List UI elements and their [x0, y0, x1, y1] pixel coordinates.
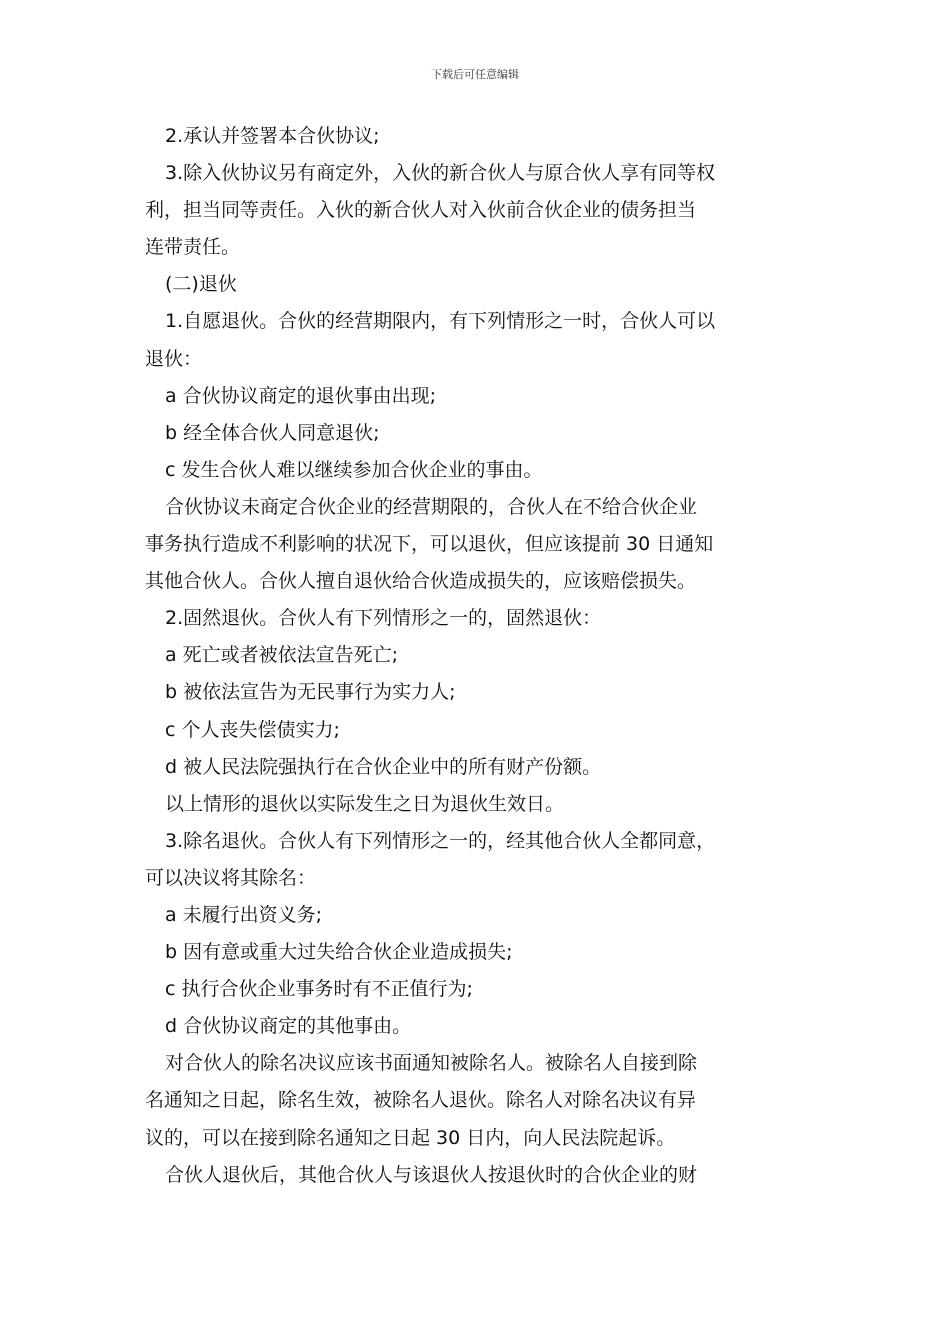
paragraph-line: 对合伙人的除名决议应该书面通知被除名人。被除名人自接到除	[165, 1052, 698, 1075]
paragraph-line: 以上情形的退伙以实际发生之日为退伙生效日。	[165, 792, 565, 815]
paragraph-line: 利，担当同等责任。入伙的新合伙人对入伙前合伙企业的债务担当	[145, 199, 697, 222]
list-item: d 合伙协议商定的其他事由。	[165, 1015, 412, 1038]
paragraph-line: 3.除名退伙。合伙人有下列情形之一的，经其他合伙人全都同意，	[165, 829, 716, 852]
paragraph-line: 合伙人退伙后，其他合伙人与该退伙人按退伙时的合伙企业的财	[165, 1163, 698, 1186]
page-header: 下载后可任意编辑	[431, 68, 519, 81]
paragraph-line: 合伙协议未商定合伙企业的经营期限的，合伙人在不给合伙企业	[165, 495, 698, 518]
paragraph-line: 3.除入伙协议另有商定外，入伙的新合伙人与原合伙人享有同等权	[165, 162, 716, 185]
list-item: b 被依法宣告为无民事行为实力人;	[165, 681, 456, 704]
list-item: a 合伙协议商定的退伙事由出现;	[165, 384, 437, 407]
list-item: a 未履行出资义务;	[165, 903, 323, 926]
paragraph-line: 1.自愿退伙。合伙的经营期限内，有下列情形之一时，合伙人可以	[165, 310, 716, 333]
list-item: b 因有意或重大过失给合伙企业造成损失;	[165, 941, 513, 964]
paragraph-line: 退伙：	[145, 347, 203, 370]
paragraph-line: 事务执行造成不利影响的状况下，可以退伙，但应该提前 30 日通知	[145, 533, 714, 556]
paragraph-line: 2.承认并签署本合伙协议;	[165, 125, 380, 147]
paragraph-line: 名通知之日起，除名生效，被除名人退伙。除名人对除名决议有异	[145, 1089, 697, 1112]
paragraph-line: 议的，可以在接到除名通知之日起 30 日内，向人民法院起诉。	[145, 1126, 676, 1149]
list-item: d 被人民法院强执行在合伙企业中的所有财产份额。	[165, 755, 602, 778]
list-item: b 经全体合伙人同意退伙;	[165, 421, 380, 444]
list-item: c 执行合伙企业事务时有不正值行为;	[165, 978, 473, 1001]
document-body	[145, 118, 810, 1194]
paragraph-line: 连带责任。	[145, 236, 241, 259]
section-heading: (二)退伙	[165, 273, 237, 296]
paragraph-line: 2.固然退伙。合伙人有下列情形之一的，固然退伙：	[165, 607, 602, 630]
list-item: a 死亡或者被依法宣告死亡;	[165, 644, 399, 667]
paragraph-line: 其他合伙人。合伙人擅自退伙给合伙造成损失的，应该赔偿损失。	[145, 570, 697, 593]
paragraph-line: 可以决议将其除名：	[145, 866, 317, 889]
list-item: c 发生合伙人难以继续参加合伙企业的事由。	[165, 458, 543, 481]
list-item: c 个人丧失偿债实力;	[165, 718, 340, 741]
